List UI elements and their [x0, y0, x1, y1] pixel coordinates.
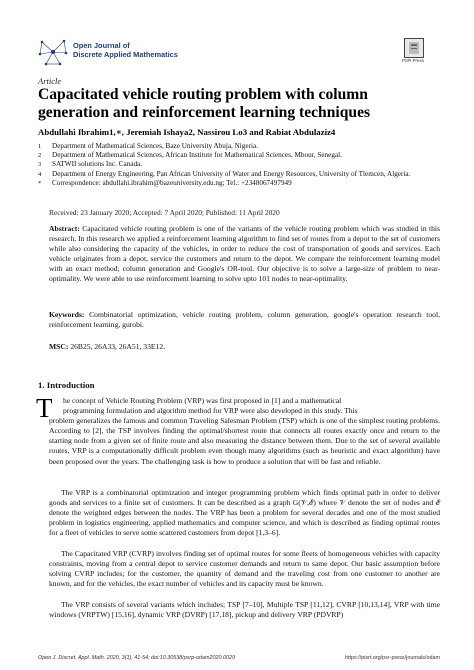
page-footer — [38, 655, 440, 661]
affiliation-text: Correspondence: abdullahi.ibrahim@bazeuniversity.edu.ng; Tel.: +2348067497949 — [52, 178, 292, 187]
keywords-text: Combinatorial optimization, vehicle routing problem, column generation, google's operation research tool, reinforcement learning, gurobi. — [49, 310, 440, 330]
intro-p4-text: The VRP consists of several variants which includes; TSP [7–10], Multiple TSP [11,12], CVRP [10,13,14], VRP with time windows (VRPTW) [15,16], dynamic VRP (DVRP) [17,18], pickup and delivery VRP (PDVRP) — [49, 600, 440, 620]
affiliations — [38, 142, 438, 188]
publisher-logo-icon — [404, 38, 424, 58]
msc-label: MSC: — [49, 342, 69, 351]
affiliation-mark: 1 — [38, 143, 42, 150]
affiliation-item — [38, 160, 438, 169]
abstract-label: Abstract: — [49, 224, 80, 233]
intro-p1-rest: problem generalizes the famous and common Traveling Salesman Problem (TSP) which is one of the simplest routing problems. According to [2], the TSP involves finding the optimal/shortest route that connects all routes exactly once and return to the starting node from a given set of finite route and also measuring the distance between them. Due to the set of several available routes, VRP is a computationally difficult problem even though many algorithms (such as heuristic and exact algorithm) have been proposed over the years. The challenging task is how to produce a solution that will be fast and reliable. — [49, 416, 440, 466]
journal-title-line2: Discrete Applied Mathematics — [73, 50, 178, 59]
keywords-label: Keywords: — [49, 310, 85, 319]
affiliation-mark: * — [38, 179, 42, 187]
abstract — [49, 224, 440, 285]
abstract-text: Capacitated vehicle routing problem is one of the variants of the vehicle routing problem which was studied in this research. In this research we applied a reinforcement learning algorithm to find set of routes from a depot to the set of customers while also considering the capacity of the vehicles, in order to reduce the cost of transportation of goods and services. Each vehicle originates from a depot, service the customers and return to the depot. We compare the reinforcement learning model with an exact method; column generation and Google's OR-tool. Our objective is to solve a large-size of problem to near-optimality. We were able to use reinforcement learning to solve upto 101 nodes to near-optimality. — [49, 224, 440, 284]
author-list: Abdullahi Ibrahim1,∗, Jeremiah Ishaya2, Nassirou Lo3 and Rabiat Abdulaziz4 — [38, 127, 336, 137]
footer-citation: Open J. Discret. Appl. Math. 2020, 3(1), 41-54; doi:10.30538/psrp-odam2020.0029 — [38, 655, 235, 661]
affiliation-item — [38, 170, 438, 179]
publisher-label: PSR Press — [401, 58, 424, 63]
intro-paragraph-2 — [49, 488, 440, 538]
affiliation-text: Department of Mathematical Sciences, African Institute for Mathematical Sciences, Mbour, Senegal. — [52, 151, 342, 160]
intro-p1-line2: programming formulation and algorithm method for VRP were also developed in this study. This — [63, 406, 358, 416]
intro-p3-text: The Capacitated VRP (CVRP) involves finding set of optimal routes for some fleets of homogeneous vehicles with capacity constraints, moving from a central depot to service customer demands and return to same depot. Our basic assumption before solving CVRP includes; for the customer, the quantity of demand and the traveling cost from one customer to another are known, and for the vehicles, the exact number of vehicles and its capacity must be known. — [49, 549, 440, 589]
intro-paragraph-1 — [49, 396, 440, 467]
affiliation-mark: 3 — [38, 161, 42, 169]
affiliation-text: SATWII solutions Inc. Canada. — [52, 160, 143, 169]
intro-p2-text: The VRP is a combinatorial optimization and integer programming problem which finds optimal path in order to deliver goods and services to a finite set of customers. It can be described as a graph G(𝒱,ℰ) where 𝒱 denote the set of nodes and ℰ denote the weighted edges between the nodes. The VRP has been a problem for several decades and one of the most studied problem in logistics engineering, applied mathematics and computer science, and which is described as finding optimal routes for a fleet of vehicles to serve some scattered customers from depot [1,3–6]. — [49, 488, 440, 538]
affiliation-item — [38, 179, 438, 188]
footer-url[interactable]: https://pisrt.org/psr-press/journals/odam — [345, 655, 440, 661]
paper-title: Capacitated vehicle routing problem with column generation and reinforcement learning techniques — [38, 86, 371, 121]
journal-logo-icon — [38, 38, 68, 66]
intro-paragraph-4 — [49, 600, 440, 620]
intro-paragraph-3 — [49, 549, 440, 589]
drop-cap: T — [36, 393, 53, 423]
affiliation-text: Department of Energy Engineering, Pan African University of Water and Energy Resources, University of Tlemcen, Algeria. — [52, 169, 411, 178]
section-heading: 1. Introduction — [38, 380, 95, 390]
affiliation-item — [38, 142, 438, 151]
msc-codes — [49, 342, 440, 351]
journal-title-line1: Open Journal of — [73, 41, 130, 50]
intro-p1-line1: he concept of Vehicle Routing Problem (VRP) was first proposed in [1] and a mathematical — [63, 396, 342, 405]
affiliation-item — [38, 151, 438, 160]
publication-dates: Received: 23 January 2020; Accepted: 7 April 2020; Published: 11 April 2020 — [49, 208, 280, 217]
affiliation-text: Department of Mathematical Sciences, Baze University Abuja, Nigeria. — [52, 142, 258, 150]
affiliation-mark: 4 — [38, 170, 42, 178]
affiliation-mark: 2 — [38, 152, 42, 160]
msc-text: 26B25, 26A33, 26A51, 33E12. — [70, 342, 166, 351]
journal-title — [73, 41, 178, 59]
article-type: Article — [38, 76, 62, 86]
keywords — [49, 310, 440, 330]
